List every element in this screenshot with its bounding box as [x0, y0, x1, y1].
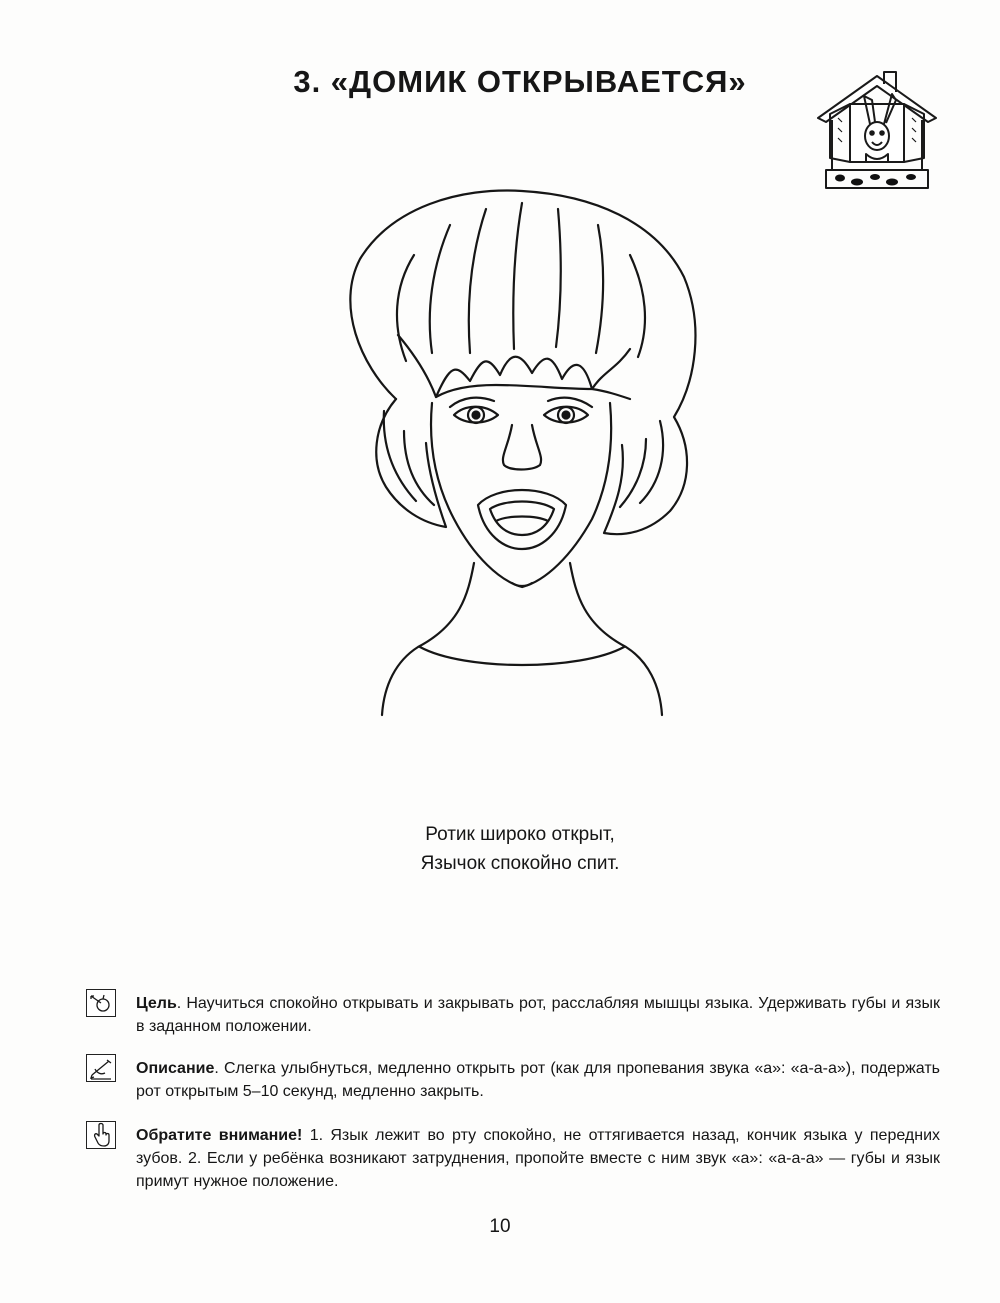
goal-text — [136, 992, 940, 1038]
attention-text — [136, 1124, 940, 1193]
rhyme-line-1: Ротик широко открыт, — [425, 824, 615, 845]
description-note — [92, 1057, 940, 1103]
goal-note — [92, 992, 940, 1038]
pencil-hand-icon — [86, 1054, 116, 1082]
attention-label: Обратите внимание! — [136, 1127, 303, 1144]
attention-note — [92, 1124, 940, 1193]
goal-body: . Научиться спокойно открывать и закрывать рот, расслабляя мышцы языка. Удерживать губы и язык в заданном положении. — [136, 995, 940, 1035]
house-with-bunny-icon — [812, 70, 942, 195]
page-title: 3. «ДОМИК ОТКРЫВАЕТСЯ» — [293, 64, 747, 99]
child-portrait — [300, 185, 740, 720]
description-text — [136, 1057, 940, 1103]
pointing-finger-icon — [86, 1121, 116, 1149]
rhyme — [300, 820, 740, 878]
attention-body: 1. Язык лежит во рту спокойно, не оттягивается назад, кончик языка у передних зубов. 2. Если у ребёнка возникают затруднения, пропойте вместе с ним звук «а»: «а-а-а» — губы и язык примут нужное положение. — [136, 1127, 940, 1190]
description-body: . Слегка улыбнуться, медленно открыть рот (как для пропевания звука «а»: «а-а-а»), подержать рот открытым 5–10 секунд, медленно закрыть. — [136, 1060, 940, 1100]
page-number: 10 — [489, 1216, 511, 1237]
rhyme-line-2: Язычок спокойно спит. — [420, 853, 620, 874]
apple-target-icon — [86, 989, 116, 1017]
description-label: Описание — [136, 1060, 215, 1077]
goal-label: Цель — [136, 995, 177, 1012]
